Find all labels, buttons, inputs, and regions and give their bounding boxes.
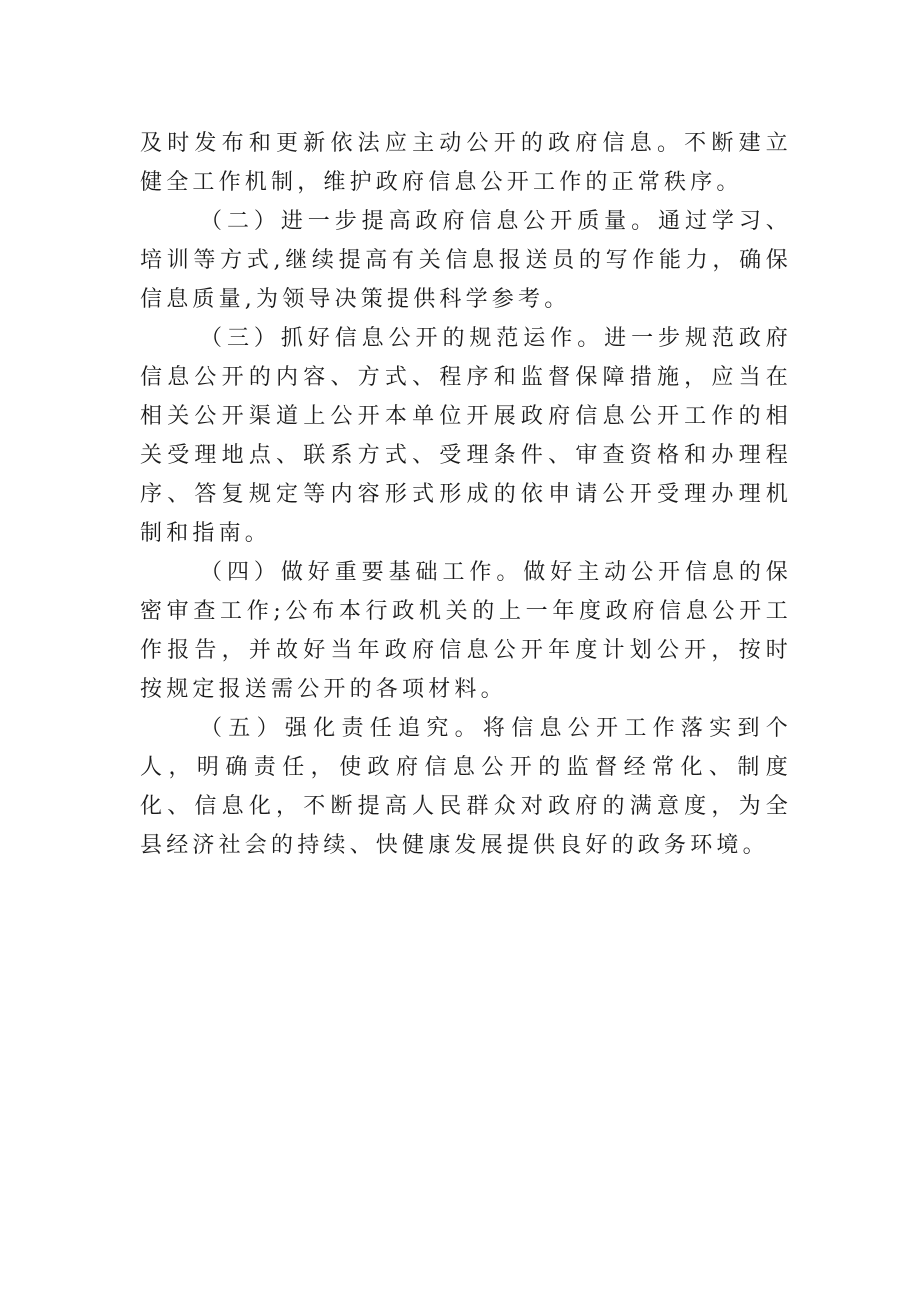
paragraph-section-3: （三）抓好信息公开的规范运作。进一步规范政府信息公开的内容、方式、程序和监督保障措施，应当在相关公开渠道上公开本单位开展政府信息公开工作的相关受理地点、联系方式、受理条件、审查资格和办理程序、答复规定等内容形式形成的依申请公开受理办理机制和指南。 — [140, 326, 792, 546]
paragraph-section-4: （四）做好重要基础工作。做好主动公开信息的保密审查工作;公布本行政机关的上一年度政府信息公开工作报告，并故好当年政府信息公开年度计划公开，按时按规定报送需公开的各项材料。 — [140, 560, 792, 702]
document-body — [140, 124, 792, 865]
paragraph-continuation: 及时发布和更新依法应主动公开的政府信息。不断建立健全工作机制，维护政府信息公开工作的正常秩序。 — [140, 131, 792, 195]
paragraph-section-5: （五）强化责任追究。将信息公开工作落实到个人，明确责任，使政府信息公开的监督经常化、制度化、信息化，不断提高人民群众对政府的满意度，为全县经济社会的持续、快健康发展提供良好的政务环境。 — [140, 716, 792, 858]
paragraph-section-2: （二）进一步提高政府信息公开质量。通过学习、培训等方式,继续提高有关信息报送员的写作能力，确保信息质量,为领导决策提供科学参考。 — [140, 209, 792, 312]
